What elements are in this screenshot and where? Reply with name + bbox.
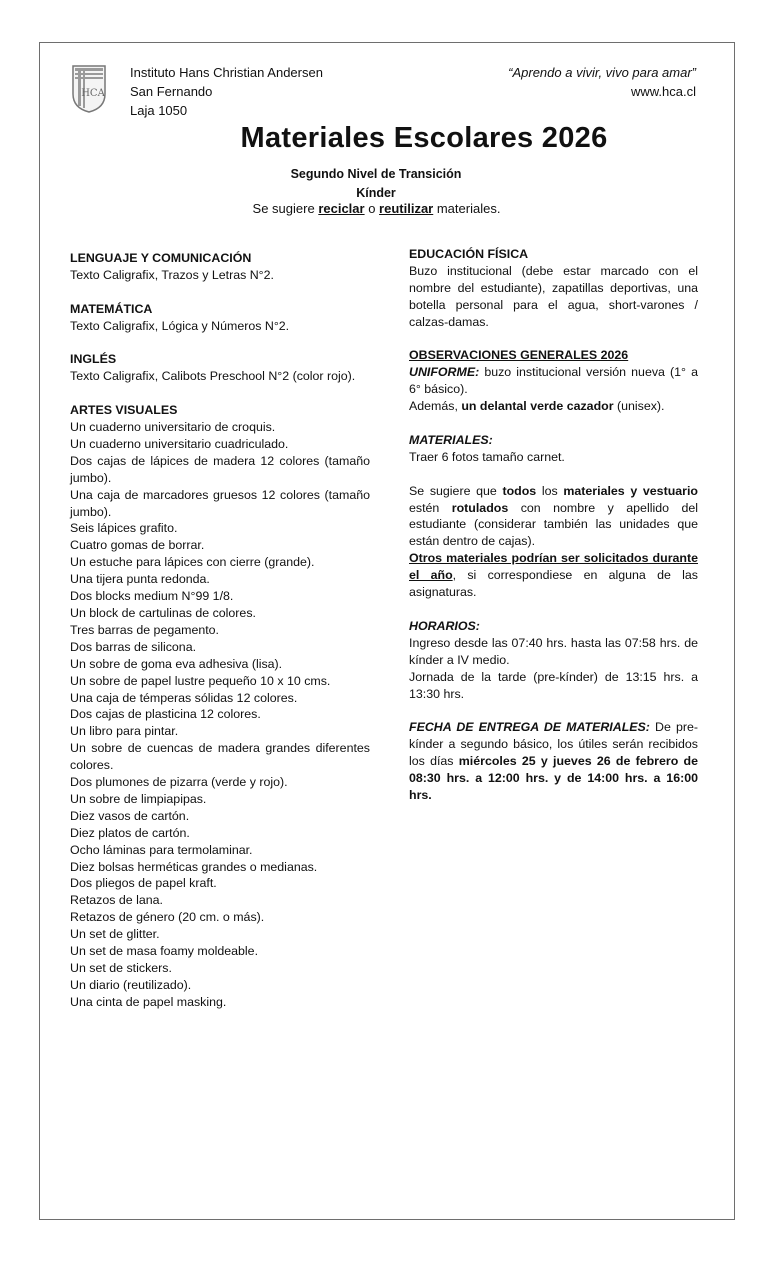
artes-item: Dos plumones de pizarra (verde y rojo).	[70, 775, 288, 790]
ademas-bold: un delantal verde cazador	[461, 399, 614, 414]
ademas-prefix: Además,	[409, 399, 462, 414]
entrega-label: FECHA DE ENTREGA DE MATERIALES:	[409, 720, 650, 735]
artes-item: Un sobre de goma eva adhesiva (lisa).	[70, 656, 283, 671]
observaciones-heading: OBSERVACIONES GENERALES 2026	[409, 348, 629, 363]
artes-item: Dos barras de silicona.	[70, 639, 197, 654]
institution-city: San Fernando	[130, 84, 213, 99]
suggestion-prefix: Se sugiere	[252, 201, 319, 216]
artes-item: Diez vasos de cartón.	[70, 808, 190, 823]
rotulado-materiales: materiales y vestuario	[563, 483, 698, 498]
horarios-label: HORARIOS:	[409, 618, 480, 633]
matematica-heading: MATEMÁTICA	[70, 301, 153, 316]
artes-item: Retazos de género (20 cm. o más).	[70, 910, 265, 925]
ingles-text: Texto Caligrafix, Calibots Preschool N°2 (color rojo).	[70, 369, 356, 384]
artes-item: Diez platos de cartón.	[70, 825, 190, 840]
artes-item: Dos blocks medium N°99 1/8.	[70, 589, 234, 604]
artes-item: Dos cajas de lápices de madera 12 colores (tamaño jumbo).	[70, 453, 370, 485]
otros-paragraph	[409, 550, 698, 601]
materiales-label: MATERIALES:	[409, 432, 493, 447]
rotulado-s3: los	[536, 483, 564, 498]
right-column	[409, 246, 698, 804]
uniforme-label: UNIFORME:	[409, 365, 480, 380]
rotulado-rotulados: rotulados	[451, 500, 509, 515]
grade-subtitle: Kínder	[356, 186, 396, 200]
artes-item: Una tijera punta redonda.	[70, 572, 210, 587]
artes-item: Un sobre de papel lustre pequeño 10 x 10 cms.	[70, 673, 331, 688]
artes-heading: ARTES VISUALES	[70, 403, 178, 418]
artes-list	[70, 419, 370, 1011]
suggestion-reciclar: reciclar	[318, 201, 365, 216]
entrega-bold: miércoles 25 y jueves 26 de febrero de 08:30 hrs. a 12:00 hrs. y de 14:00 hrs. a 16:00 hrs.	[409, 754, 698, 802]
header-institution-block	[130, 63, 323, 120]
rotulado-s1: Se sugiere que	[409, 483, 503, 498]
ingles-heading: INGLÉS	[70, 352, 117, 367]
artes-item: Dos cajas de plasticina 12 colores.	[70, 707, 261, 722]
artes-item: Un block de cartulinas de colores.	[70, 605, 256, 620]
recycle-suggestion	[150, 201, 603, 216]
artes-item: Una caja de témperas sólidas 12 colores.	[70, 690, 298, 705]
artes-item: Una cinta de papel masking.	[70, 994, 227, 1009]
artes-item: Un cuaderno universitario cuadriculado.	[70, 436, 289, 451]
materiales-text: Traer 6 fotos tamaño carnet.	[409, 449, 565, 464]
ademas-suffix: (unisex).	[613, 399, 665, 414]
horarios-line2: Jornada de la tarde (pre-kínder) de 13:15 hrs. a 13:30 hrs.	[409, 669, 698, 701]
lenguaje-text: Texto Caligrafix, Trazos y Letras N°2.	[70, 267, 274, 282]
lenguaje-heading: LENGUAJE Y COMUNICACIÓN	[70, 251, 252, 265]
page-title: Materiales Escolares 2026	[240, 122, 608, 154]
institution-address: Laja 1050	[130, 103, 188, 118]
entrega-text: De pre-kínder a segundo básico, los útiles serán recibidos los días	[409, 720, 698, 769]
entrega-paragraph	[409, 719, 698, 804]
left-column	[70, 250, 370, 1011]
uniforme-text: buzo institucional versión nueva (1° a 6° básico).	[409, 365, 698, 397]
suggestion-reutilizar: reutilizar	[379, 201, 434, 216]
artes-item: Tres barras de pegamento.	[70, 622, 219, 637]
otros-rest: , si correspondiese en alguna de las asignaturas.	[409, 568, 698, 600]
edfisica-text: Buzo institucional (debe estar marcado con el nombre del estudiante), zapatillas deportivas, una botella personal para el agua, short-varones / calzas-damas.	[409, 263, 698, 329]
artes-item: Un set de stickers.	[70, 961, 172, 976]
artes-item: Un sobre de limpiapipas.	[70, 791, 207, 806]
artes-item: Cuatro gomas de borrar.	[70, 538, 205, 553]
uniforme-paragraph	[409, 364, 698, 398]
artes-item: Diez bolsas herméticas grandes o medianas.	[70, 859, 318, 874]
artes-item: Un set de masa foamy moldeable.	[70, 944, 259, 959]
crest-letters: HCA	[81, 88, 105, 99]
artes-item: Dos pliegos de papel kraft.	[70, 876, 217, 891]
artes-item: Un diario (reutilizado).	[70, 977, 192, 992]
artes-item: Un cuaderno universitario de croquis.	[70, 420, 276, 435]
website: www.hca.cl	[630, 84, 696, 99]
rotulado-s5: estén	[409, 500, 452, 515]
artes-item: Una caja de marcadores gruesos 12 colores (tamaño jumbo).	[70, 487, 370, 519]
artes-item: Retazos de lana.	[70, 893, 163, 908]
institution-name: Instituto Hans Christian Andersen	[130, 65, 323, 80]
artes-item: Un estuche para lápices con cierre (grande).	[70, 555, 315, 570]
suggestion-mid: o	[364, 201, 380, 216]
rotulado-s7: con nombre y apellido del estudiante (considerar también las unidades que están dentro de cajas).	[409, 500, 698, 549]
header-right-block	[508, 63, 696, 101]
artes-item: Un libro para pintar.	[70, 724, 179, 739]
horarios-line1: Ingreso desde las 07:40 hrs. hasta las 07:58 hrs. de kínder a IV medio.	[409, 635, 698, 667]
rotulado-paragraph	[409, 483, 698, 551]
ademas-paragraph	[409, 398, 698, 415]
edfisica-heading: EDUCACIÓN FÍSICA	[409, 247, 529, 261]
matematica-text: Texto Caligrafix, Lógica y Números N°2.	[70, 318, 290, 333]
level-subtitle: Segundo Nivel de Transición	[290, 167, 462, 181]
artes-item: Seis lápices grafito.	[70, 521, 178, 536]
school-crest-icon	[71, 64, 107, 114]
artes-item: Un sobre de cuencas de madera grandes diferentes colores.	[70, 741, 370, 773]
otros-bold: Otros materiales podrían ser solicitados durante el año	[409, 551, 698, 583]
motto: “Aprendo a vivir, vivo para amar”	[508, 65, 696, 80]
artes-item: Un set de glitter.	[70, 927, 160, 942]
artes-item: Ocho láminas para termolaminar.	[70, 842, 253, 857]
suggestion-suffix: materiales.	[433, 201, 501, 216]
rotulado-todos: todos	[502, 483, 537, 498]
